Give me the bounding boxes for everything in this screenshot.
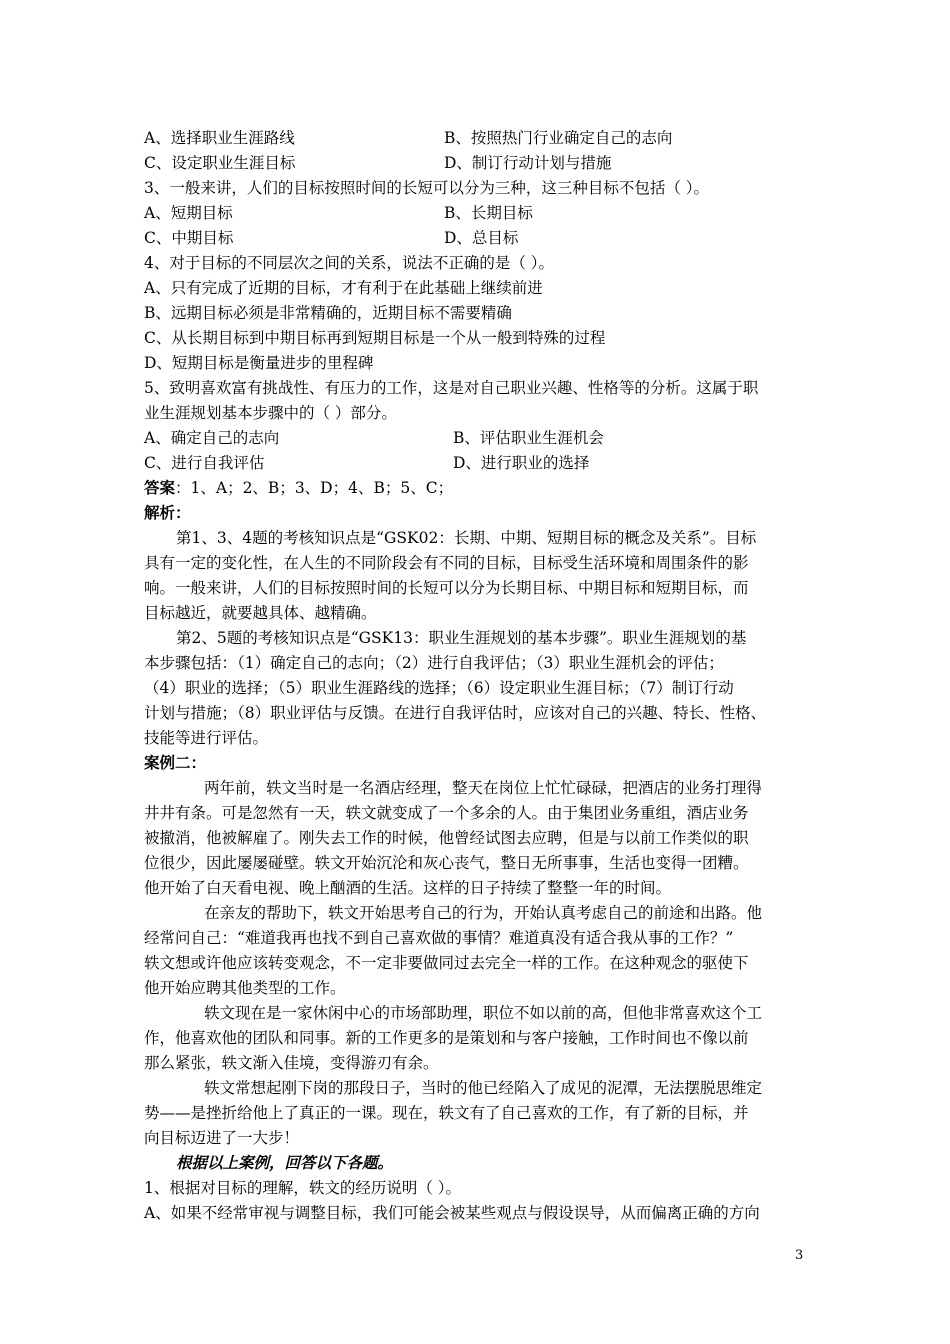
q3-option-d: D、总目标 — [444, 229, 519, 247]
case2-p3-line: 轶文现在是一家休闲中心的市场部助理，职位不如以前的高，但他非常喜欢这个工 — [204, 1004, 763, 1022]
analysis-p2-line: （4）职业的选择；（5）职业生涯路线的选择；（6）设定职业生涯目标；（7）制订行动 — [144, 679, 734, 697]
analysis-p2-line: 本步骤包括：（1）确定自己的志向；（2）进行自我评估；（3）职业生涯机会的评估； — [144, 654, 724, 672]
answer-text: ：1、A；2、B；3、D；4、B；5、C； — [175, 479, 454, 497]
q2-option-b: B、按照热门行业确定自己的志向 — [444, 129, 673, 147]
q5-option-d: D、进行职业的选择 — [453, 454, 590, 472]
q4-option-a: A、只有完成了近期的目标，才有利于在此基础上继续前进 — [144, 279, 543, 297]
case2-p3-line: 作，他喜欢他的团队和同事。新的工作更多的是策划和与客户接触，工作时间也不像以前 — [144, 1029, 749, 1047]
case2-p1-line: 他开始了白天看电视、晚上酗酒的生活。这样的日子持续了整整一年的时间。 — [144, 879, 672, 897]
q3-option-b: B、长期目标 — [444, 204, 533, 222]
case2-p1-line: 井井有条。可是忽然有一天，轶文就变成了一个多余的人。由于集团业务重组，酒店业务 — [144, 804, 749, 822]
case2-q1-stem: 1、根据对目标的理解，轶文的经历说明（ ）。 — [144, 1179, 462, 1197]
q5-option-a: A、确定自己的志向 — [144, 429, 280, 447]
analysis-p1-line: 响。一般来讲，人们的目标按照时间的长短可以分为长期目标、中期目标和短期目标，而 — [144, 579, 749, 597]
analysis-p2-line: 第2、5题的考核知识点是“GSK13：职业生涯规划的基本步骤”。职业生涯规划的基 — [176, 629, 747, 647]
analysis-p1-line: 目标越近，就要越具体、越精确。 — [144, 604, 377, 622]
q4-option-b: B、远期目标必须是非常精确的，近期目标不需要精确 — [144, 304, 512, 322]
case2-prompt: 根据以上案例，回答以下各题。 — [176, 1153, 394, 1172]
case2-p3-line: 那么紧张，轶文渐入佳境，变得游刃有余。 — [144, 1054, 439, 1072]
analysis-p1-line: 具有一定的变化性，在人生的不同阶段会有不同的目标，目标受生活环境和周围条件的影 — [144, 554, 749, 572]
q2-option-d: D、制订行动计划与措施 — [444, 154, 612, 172]
q5-option-b: B、评估职业生涯机会 — [453, 429, 604, 447]
q4-option-d: D、短期目标是衡量进步的里程碑 — [144, 354, 374, 372]
case2-p1-line: 位很少，因此屡屡碰壁。轶文开始沉沦和灰心丧气，整日无所事事，生活也变得一团糟。 — [144, 854, 749, 872]
q3-stem: 3、一般来讲，人们的目标按照时间的长短可以分为三种，这三种目标不包括（ ）。 — [144, 179, 710, 197]
case2-p2-line: 经常问自己：“难道我再也找不到自己喜欢做的事情？难道真没有适合我从事的工作？” — [144, 929, 734, 947]
analysis-label: 解析： — [144, 503, 191, 522]
answer-label: 答案 — [144, 478, 176, 497]
case2-p2-line: 轶文想或许他应该转变观念，不一定非要做同过去完全一样的工作。在这种观念的驱使下 — [144, 954, 749, 972]
analysis-p1-line: 第1、3、4题的考核知识点是“GSK02：长期、中期、短期目标的概念及关系”。目标 — [176, 529, 757, 547]
q5-stem-line1: 5、致明喜欢富有挑战性、有压力的工作，这是对自己职业兴趣、性格等的分析。这属于职 — [144, 379, 759, 397]
case2-label: 案例二： — [144, 753, 207, 772]
q2-option-a: A、选择职业生涯路线 — [144, 129, 295, 147]
page-number: 3 — [795, 1248, 804, 1263]
case2-q1-option-a: A、如果不经常审视与调整目标，我们可能会被某些观点与假设误导，从而偏离正确的方向 — [144, 1204, 760, 1222]
q5-stem-line2: 业生涯规划基本步骤中的（ ）部分。 — [144, 404, 397, 422]
q4-option-c: C、从长期目标到中期目标再到短期目标是一个从一般到特殊的过程 — [144, 329, 606, 347]
q3-option-c: C、中期目标 — [144, 229, 234, 247]
q2-option-c: C、设定职业生涯目标 — [144, 154, 296, 172]
q4-stem: 4、对于目标的不同层次之间的关系，说法不正确的是（ ）。 — [144, 254, 555, 272]
analysis-p2-line: 技能等进行评估。 — [144, 729, 269, 747]
case2-p4-line: 势——是挫折给他上了真正的一课。现在，轶文有了自己喜欢的工作，有了新的目标，并 — [144, 1104, 749, 1122]
q3-option-a: A、短期目标 — [144, 204, 233, 222]
q5-option-c: C、进行自我评估 — [144, 454, 265, 472]
case2-p2-line: 在亲友的帮助下，轶文开始思考自己的行为，开始认真考虑自己的前途和出路。他 — [204, 904, 763, 922]
case2-p2-line: 他开始应聘其他类型的工作。 — [144, 979, 346, 997]
case2-p4-line: 轶文常想起刚下岗的那段日子，当时的他已经陷入了成见的泥潭，无法摆脱思维定 — [204, 1079, 763, 1097]
analysis-p2-line: 计划与措施；（8）职业评估与反馈。在进行自我评估时，应该对自己的兴趣、特长、性格、 — [144, 704, 767, 722]
case2-p1-line: 两年前，轶文当时是一名酒店经理，整天在岗位上忙忙碌碌，把酒店的业务打理得 — [204, 779, 763, 797]
case2-p4-line: 向目标迈进了一大步！ — [144, 1129, 300, 1147]
case2-p1-line: 被撤消，他被解雇了。刚失去工作的时候，他曾经试图去应聘，但是与以前工作类似的职 — [144, 829, 749, 847]
answer-line — [144, 478, 453, 498]
